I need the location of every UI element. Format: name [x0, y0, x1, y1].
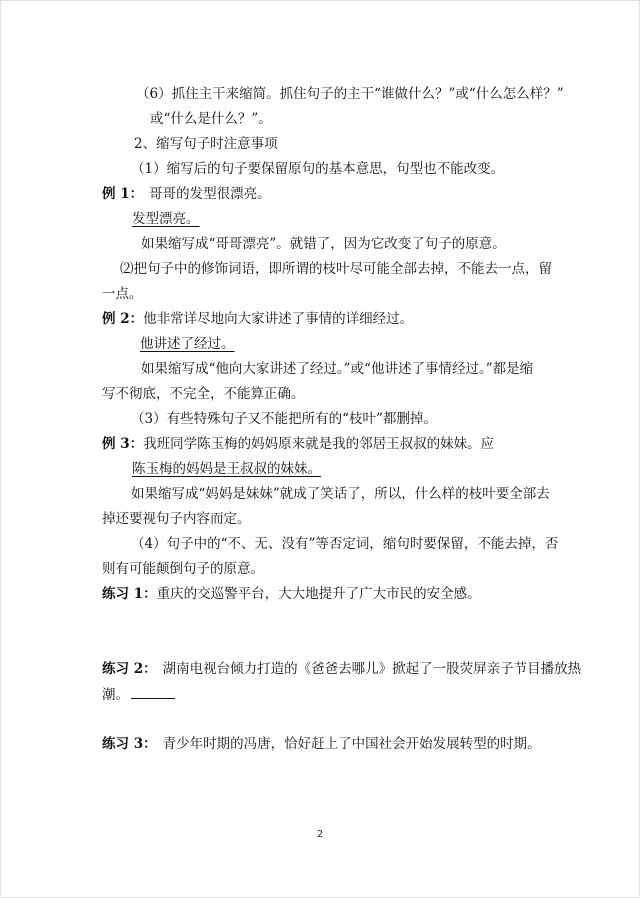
- exercise-1-label: 练习 1：: [102, 586, 157, 602]
- example-1: [102, 184, 271, 204]
- exercise-2-cont-text: 潮。: [102, 687, 129, 703]
- line-tip-6: （6）抓住主干来缩简。抓住句子的主干“谁做什么？”或“什么怎么样？”: [136, 86, 564, 102]
- line-explain-1: 如果缩写成“哥哥漂亮”。就错了，因为它改变了句子的原意。: [141, 236, 506, 252]
- example-2-text: 他非常详尽地向大家讲述了事情的详细经过。: [143, 311, 414, 327]
- example-1-label: 例 1：: [102, 186, 144, 202]
- line-note-1: （1）缩写后的句子要保留原句的基本意思，句型也不能改变。: [131, 161, 505, 177]
- line-note-4-cont: 则有可能颠倒句子的原意。: [102, 561, 264, 577]
- line-explain-3-cont: 掉还要视句子内容而定。: [102, 511, 251, 527]
- exercise-1-text: 重庆的交巡警平台，大大地提升了广大市民的安全感。: [156, 586, 481, 602]
- exercise-2-cont: [102, 684, 175, 705]
- line-tip-6-cont: 或“什么是什么？”。: [150, 111, 272, 127]
- exercise-3-text: 青少年时期的冯唐，恰好赶上了中国社会开始发展转型的时期。: [162, 736, 541, 752]
- line-explain-3: 如果缩写成“妈妈是妹妹”就成了笑话了，所以，什么样的枝叶要全部去: [131, 486, 550, 502]
- exercise-3-label: 练习 3：: [102, 736, 157, 752]
- example-2: [102, 309, 413, 329]
- exercise-2: [102, 659, 581, 679]
- line-explain-2: 如果缩写成“他向大家讲述了经过。”或“他讲述了事情经过。”都是缩: [141, 361, 534, 377]
- example-2-label: 例 2：: [102, 311, 144, 327]
- exercise-2-label: 练习 2：: [102, 661, 157, 677]
- answer-blank[interactable]: [131, 684, 175, 699]
- line-explain-2-cont: 写不彻底，不完全，不能算正确。: [102, 386, 305, 402]
- line-note-2: ⑵把句子中的修饰词语，即所谓的枝叶尽可能全部去掉，不能去一点，留: [120, 261, 552, 277]
- line-note-4: （4）句子中的“不、无、没有”等否定词，缩句时要保留，不能去掉，否: [131, 536, 559, 552]
- example-1-answer: 发型漂亮。: [132, 211, 200, 227]
- page-number: 2: [316, 829, 324, 840]
- line-note-3: （3）有些特殊句子又不能把所有的“枝叶”都删掉。: [131, 411, 437, 427]
- exercise-3: [102, 734, 541, 754]
- example-3-text: 我班同学陈玉梅的妈妈原来就是我的邻居王叔叔的妹妹。应: [143, 436, 495, 452]
- example-2-answer: 他讲述了经过。: [140, 336, 235, 352]
- exercise-2-text: 湖南电视台倾力打造的《爸爸去哪儿》掀起了一股荧屏亲子节目播放热: [162, 661, 582, 677]
- section-heading-notes: 2、缩写句子时注意事项: [134, 136, 278, 152]
- example-3-label: 例 3：: [102, 436, 144, 452]
- example-3: [102, 434, 494, 454]
- exercise-1: [102, 584, 481, 604]
- example-3-answer: 陈玉梅的妈妈是王叔叔的妹妹。: [132, 461, 321, 477]
- line-note-2-cont: 一点。: [102, 286, 143, 302]
- example-1-text: 哥哥的发型很漂亮。: [149, 186, 271, 202]
